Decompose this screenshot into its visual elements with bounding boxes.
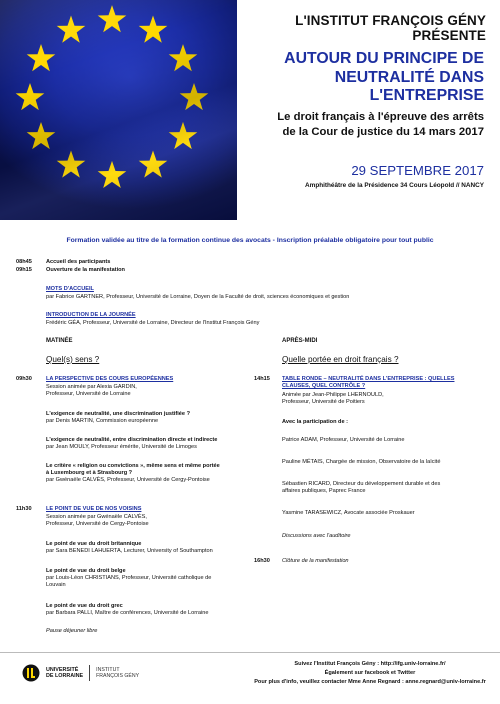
talk-item: Le point de vue du droit belge par Louis-Léon CHRISTIANS, Professeur, Université catholique de Louvain <box>46 568 212 588</box>
talk-item: L'exigence de neutralité, une discrimination justifiée ? par Denis MARTIN, Commission européenne <box>46 411 191 424</box>
mots-title: MOTS D'ACCUEIL <box>46 286 94 292</box>
event-subtitle: Le droit français à l'épreuve des arrêts de la Cour de justice du 14 mars 2017 <box>277 111 484 138</box>
morning-question: Quel(s) sens ? <box>46 355 100 364</box>
talk-item: L'exigence de neutralité, entre discrimination directe et indirecte par Jean MOULY, Professeur émérite, Université de Limoges <box>46 437 218 450</box>
footer-social: Également sur facebook et Twitter <box>324 670 416 676</box>
session1-title: LA PERSPECTIVE DES COURS EUROPÉENNES <box>46 376 174 382</box>
participation-label: Avec la participation de : <box>282 419 349 425</box>
presents-line: L'INSTITUT FRANÇOIS GÉNY PRÉSENTE <box>295 13 486 43</box>
session1-chair: Session animée par Alexia GARDIN, Professeur, Université de Lorraine <box>46 384 137 397</box>
session2-title: LE POINT DE VUE DE NOS VOISINS <box>46 506 142 512</box>
talk-item: Le critère « religion ou convictions », même sens et même portée à Luxembourg et à Strasbourg ? par Gwénaële CALVÈS, Professeur, Université de Cergy-Pontoise <box>46 463 220 483</box>
talk-item: Le point de vue du droit britannique par Sara BENEDI LAHUERTA, Lecturer, University of Southampton <box>46 541 213 554</box>
participant: Patrice ADAM, Professeur, Université de Lorraine <box>282 437 405 443</box>
closing-time: 16h30 <box>254 558 270 564</box>
eu-flag-image <box>0 0 237 220</box>
opening-item-text: Accueil des participants <box>46 259 111 265</box>
morning-heading: MATINÉE <box>46 338 73 344</box>
university-name: UNIVERSITÉ DE LORRAINE <box>46 666 84 679</box>
footer-contact: Pour plus d'info, veuillez contacter Mme Anne Regnard : anne.regnard@univ-lorraine.fr <box>254 679 486 685</box>
opening-item: 08h45 <box>16 259 32 265</box>
participant: Yasmine TARASEWICZ, Avocate associée Proskauer <box>282 510 415 516</box>
round-table-chair: Animée par Jean-Philippe LHERNOULD, Professeur, Université de Poitiers <box>282 392 384 405</box>
afternoon-question: Quelle portée en droit français ? <box>282 355 399 364</box>
talk-item: Le point de vue du droit grec par Barbara PALLI, Maître de conférences, Université de Lorraine <box>46 603 209 616</box>
event-title: AUTOUR DU PRINCIPE DE NEUTRALITÉ DANS L'ENTREPRISE <box>284 50 484 104</box>
session2-chair: Session animée par Gwénaële CALVÈS, Professeur, Université de Cergy-Pontoise <box>46 514 149 527</box>
participant: Sébastien RICARD, Directeur du développement durable et des affaires publiques, Paprec France <box>282 481 441 494</box>
session1-time: 09h30 <box>16 376 32 382</box>
discussion: Discussions avec l'auditoire <box>282 533 351 539</box>
opening-item-text: Ouverture de la manifestation <box>46 267 125 273</box>
opening-item: 09h15 <box>16 267 32 273</box>
session2-time: 11h30 <box>16 506 32 512</box>
event-date: 29 SEPTEMBRE 2017 <box>351 163 484 178</box>
university-logos <box>22 664 139 682</box>
footer-website: Suivez l'Institut François Gény : http://ifg.univ-lorraine.fr/ <box>294 661 446 667</box>
event-venue: Amphithéâtre de la Présidence 34 Cours Léopold // NANCY <box>305 182 484 189</box>
closing-text: Clôture de la manifestation <box>282 558 349 564</box>
round-table-time: 14h15 <box>254 376 270 382</box>
institute-name: INSTITUT FRANÇOIS GÉNY <box>96 666 140 679</box>
mots-text: par Fabrice GARTNER, Professeur, Université de Lorraine, Doyen de la Faculté de droit, sciences économiques et gestion <box>46 294 350 300</box>
university-lorraine-logo-icon <box>22 664 40 682</box>
lunch-break: Pause déjeuner libre <box>46 628 98 634</box>
intro-title: INTRODUCTION DE LA JOURNÉE <box>46 312 136 318</box>
footer-divider <box>0 652 500 653</box>
round-table-title: TABLE RONDE – NEUTRALITÉ DANS L'ENTREPRISE : QUELLES CLAUSES, QUEL CONTRÔLE ? <box>282 376 455 389</box>
intro-text: Frédéric GÉA, Professeur, Université de Lorraine, Directeur de l'Institut François Gény <box>46 320 260 326</box>
formation-notice: Formation validée au titre de la formation continue des avocats - Inscription préalable obligatoire pour tout public <box>66 237 434 244</box>
participant: Pauline MÉTAIS, Chargée de mission, Observatoire de la laïcité <box>282 459 441 465</box>
afternoon-heading: APRÈS-MIDI <box>282 338 318 344</box>
